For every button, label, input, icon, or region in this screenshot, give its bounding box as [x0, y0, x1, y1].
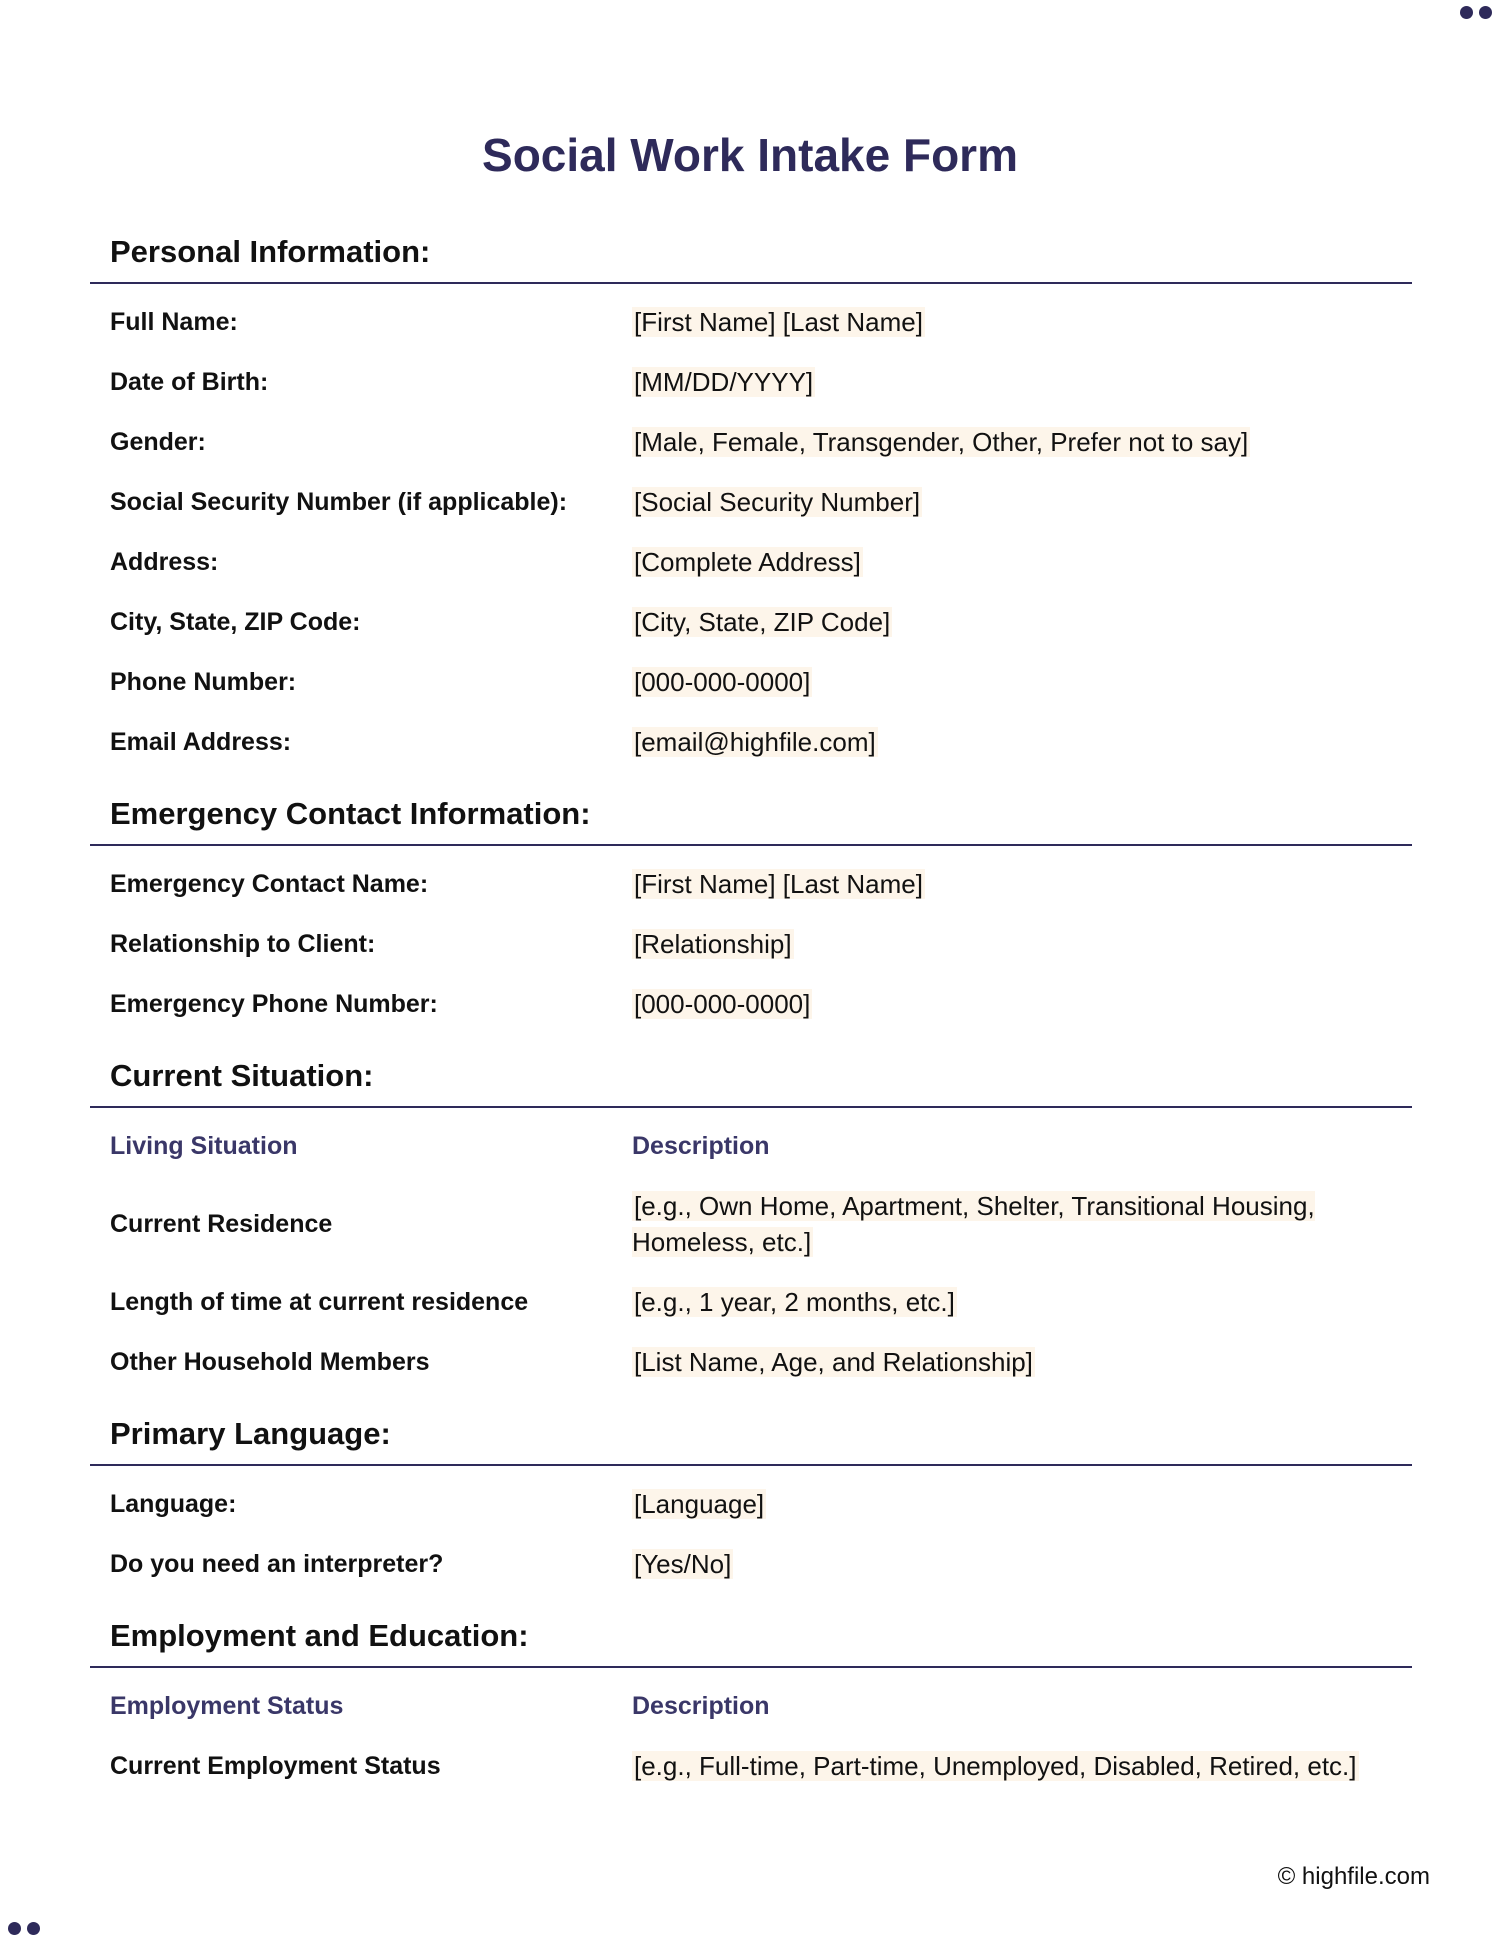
- field-value[interactable]: [000-000-0000]: [634, 989, 811, 1019]
- field-value[interactable]: [MM/DD/YYYY]: [634, 367, 814, 397]
- field-label: City, State, ZIP Code:: [110, 608, 361, 636]
- form-row-gender: [90, 412, 1412, 472]
- footer-copyright: © highfile.com: [1277, 1863, 1430, 1890]
- field-value[interactable]: [000-000-0000]: [634, 667, 811, 697]
- decorative-dots-top: [1460, 6, 1492, 19]
- section-primary-language: [90, 1414, 1412, 1594]
- form-row-phone: [90, 652, 1412, 712]
- field-label: Date of Birth:: [110, 368, 269, 396]
- section-heading: Primary Language:: [90, 1414, 1412, 1466]
- decorative-dots-bottom: [8, 1922, 40, 1935]
- form-row-residence-length: [90, 1272, 1412, 1332]
- section-current-situation: [90, 1056, 1412, 1392]
- form-row-emergency-phone: [90, 974, 1412, 1034]
- field-label: Address:: [110, 548, 219, 576]
- field-value[interactable]: [e.g., Own Home, Apartment, Shelter, Transitional Housing, Homeless, etc.]: [632, 1191, 1315, 1257]
- section-emergency-contact: [90, 794, 1412, 1034]
- table-header-row: [90, 1116, 1412, 1176]
- field-value[interactable]: [Language]: [634, 1489, 765, 1519]
- section-heading: Personal Information:: [90, 232, 1412, 284]
- form-row-full-name: [90, 292, 1412, 352]
- field-value[interactable]: [email@highfile.com]: [634, 727, 876, 757]
- field-value[interactable]: [First Name] [Last Name]: [634, 307, 923, 337]
- field-value[interactable]: [Complete Address]: [634, 547, 861, 577]
- field-label: Current Employment Status: [110, 1752, 441, 1780]
- field-label: Phone Number:: [110, 668, 297, 696]
- column-header-description: Description: [632, 1692, 770, 1720]
- field-label: Language:: [110, 1490, 237, 1518]
- field-value[interactable]: [City, State, ZIP Code]: [634, 607, 891, 637]
- form-row-interpreter: [90, 1534, 1412, 1594]
- form-row-ssn: [90, 472, 1412, 532]
- field-label: Email Address:: [110, 728, 292, 756]
- column-header-employment-status: Employment Status: [110, 1692, 344, 1720]
- field-value[interactable]: [First Name] [Last Name]: [634, 869, 923, 899]
- form-row-date-of-birth: [90, 352, 1412, 412]
- form-row-employment-status: [90, 1736, 1412, 1796]
- field-label: Other Household Members: [110, 1348, 430, 1376]
- form-row-language: [90, 1474, 1412, 1534]
- section-heading: Employment and Education:: [90, 1616, 1412, 1668]
- page-title: Social Work Intake Form: [482, 129, 1018, 181]
- form-row-relationship: [90, 914, 1412, 974]
- field-label: Emergency Contact Name:: [110, 870, 429, 898]
- field-value[interactable]: [e.g., 1 year, 2 months, etc.]: [634, 1287, 955, 1317]
- field-value[interactable]: [Yes/No]: [634, 1549, 732, 1579]
- section-heading: Current Situation:: [90, 1056, 1412, 1108]
- section-heading: Emergency Contact Information:: [90, 794, 1412, 846]
- field-label: Current Residence: [110, 1210, 333, 1238]
- field-value[interactable]: [Relationship]: [634, 929, 792, 959]
- field-label: Full Name:: [110, 308, 238, 336]
- form-row-household-members: [90, 1332, 1412, 1392]
- form-row-emergency-name: [90, 854, 1412, 914]
- field-value[interactable]: [Male, Female, Transgender, Other, Prefer not to say]: [634, 427, 1249, 457]
- field-value[interactable]: [e.g., Full-time, Part-time, Unemployed, Disabled, Retired, etc.]: [634, 1751, 1357, 1781]
- column-header-living-situation: Living Situation: [110, 1132, 298, 1160]
- field-label: Do you need an interpreter?: [110, 1550, 444, 1578]
- field-label: Emergency Phone Number:: [110, 990, 438, 1018]
- section-employment-education: [90, 1616, 1412, 1796]
- field-label: Length of time at current residence: [110, 1288, 529, 1316]
- field-label: Social Security Number (if applicable):: [110, 488, 568, 516]
- field-value[interactable]: [Social Security Number]: [634, 487, 921, 517]
- form-row-city-state-zip: [90, 592, 1412, 652]
- section-personal-information: [90, 232, 1412, 772]
- table-header-row: [90, 1676, 1412, 1736]
- field-value[interactable]: [List Name, Age, and Relationship]: [634, 1347, 1033, 1377]
- form-row-address: [90, 532, 1412, 592]
- form-row-current-residence: [90, 1176, 1412, 1272]
- field-label: Gender:: [110, 428, 206, 456]
- field-label: Relationship to Client:: [110, 930, 376, 958]
- form-row-email: [90, 712, 1412, 772]
- column-header-description: Description: [632, 1132, 770, 1160]
